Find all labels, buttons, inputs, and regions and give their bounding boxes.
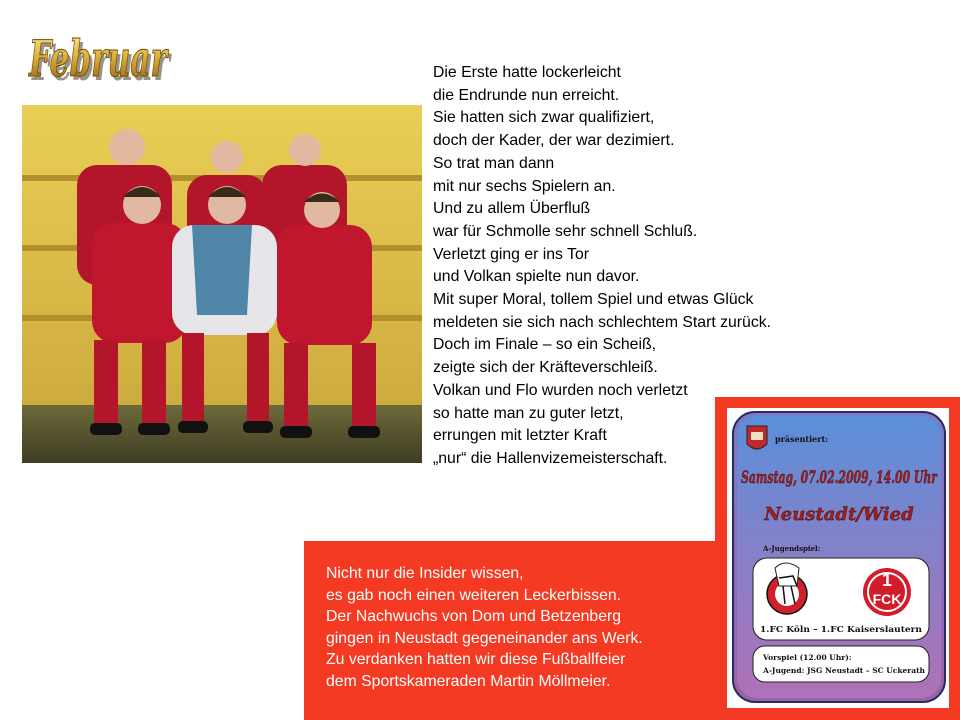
poem-line: so hatte man zu guter letzt,	[433, 404, 624, 422]
note-line: gingen in Neustadt gegeneinander ans Werk.	[326, 629, 643, 647]
note-line: Zu verdanken hatten wir diese Fußballfeier	[326, 651, 626, 669]
poem-line: Und zu allem Überfluß	[433, 200, 591, 218]
poster-pre-title: Vorspiel (12.00 Uhr):	[763, 653, 852, 662]
note-line: es gab noch einen weiteren Leckerbissen.	[326, 586, 622, 604]
poem-line: Die Erste hatte lockerleicht	[433, 64, 621, 81]
poem-line: Volkan und Flo wurden noch verletzt	[433, 381, 688, 399]
note-line: dem Sportskameraden Martin Möllmeier.	[326, 672, 611, 690]
poster-presents: präsentiert:	[775, 434, 829, 444]
poem-line: Doch im Finale – so ein Scheiß,	[433, 336, 657, 354]
kaiserslautern-crest-icon	[863, 568, 911, 616]
poster-venue: Neustadt/Wied	[764, 504, 914, 525]
note-text	[326, 563, 643, 693]
sponsor-crest-icon	[747, 426, 767, 449]
poem-line: Mit super Moral, tollem Spiel und etwas Glück	[433, 291, 754, 309]
poster-fixture: 1.FC Köln – 1.FC Kaiserslautern	[760, 625, 913, 635]
poem-line: die Endrunde nun erreicht.	[433, 86, 620, 104]
fck-number: 1	[881, 570, 893, 590]
poem-line: Verletzt ging er ins Tor	[433, 245, 590, 263]
poster-date: Samstag, 07.02.2009, 14.00 Uhr	[741, 468, 938, 488]
page-title-shadow: Februar	[30, 33, 173, 92]
poem-line: und Volkan spielte nun davor.	[433, 268, 640, 286]
poem-line: So trat man dann	[433, 154, 555, 172]
note-line: Nicht nur die Insider wissen,	[326, 565, 524, 582]
team-photo	[22, 105, 422, 463]
page-title	[28, 18, 178, 98]
poster-category: A-Jugendspiel:	[763, 544, 821, 553]
page-title-text: Februar	[28, 29, 170, 88]
poster-pre-match: A-Jugend: JSG Neustadt – SC Uckerath	[762, 666, 926, 675]
poem-line: war für Schmolle sehr schnell Schluß.	[433, 222, 698, 240]
poem-line: doch der Kader, der war dezimiert.	[433, 132, 675, 150]
match-poster	[727, 408, 949, 708]
poem-line: mit nur sechs Spielern an.	[433, 177, 616, 195]
fck-letters: FCK	[872, 591, 902, 607]
poem-line: meldeten sie sich nach schlechtem Start zurück.	[433, 313, 772, 331]
poem-line: „nur“ die Hallenvizemeisterschaft.	[433, 449, 668, 467]
poem-line: errungen mit letzter Kraft	[433, 427, 607, 445]
poem-line: zeigte sich der Kräfteverschleiß.	[433, 359, 658, 377]
poem-line: Sie hatten sich zwar qualifiziert,	[433, 109, 655, 127]
note-line: Der Nachwuchs von Dom und Betzenberg	[326, 608, 622, 626]
